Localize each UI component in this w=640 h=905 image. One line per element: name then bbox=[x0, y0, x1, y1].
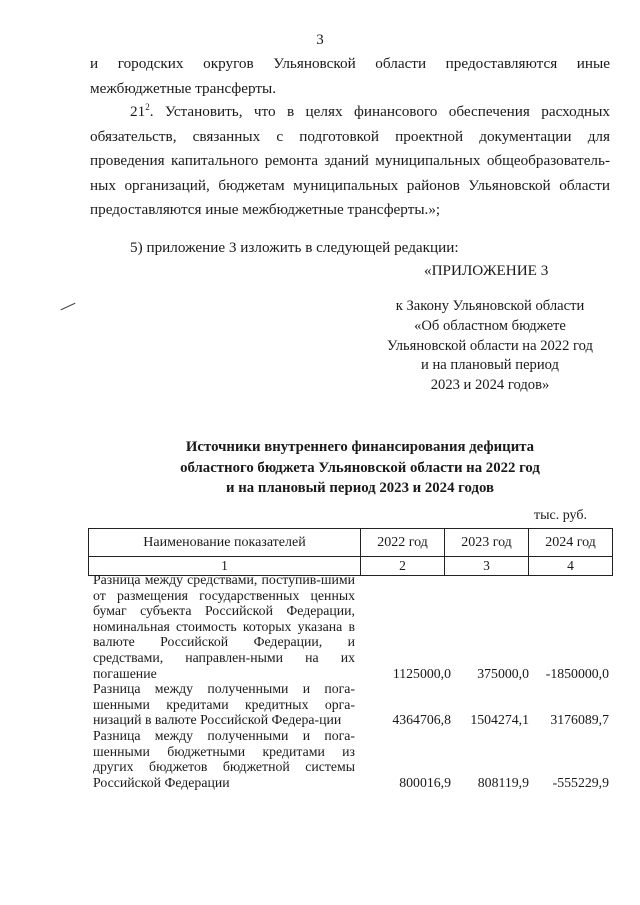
table-title bbox=[80, 437, 640, 499]
value-2023: 375000,0 bbox=[477, 665, 529, 681]
row-name: Разница между полученными и пога-шенными бюджетными кредитами из других бюджетов бюджетной системы Российской Федерации bbox=[93, 727, 355, 790]
header-2023: 2023 год bbox=[445, 529, 529, 557]
article-text: . Установить, что в целях финансового обеспечения расходных обязательств, связанных с подготовкой проектной документации для проведения капитального ремонта зданий муниципальных общеобразователь-ных организаций, бюджетам муниципальных районов Ульяновской области предоставляются иные межбюджетные трансферты.»; bbox=[90, 103, 610, 219]
value-2022: 4364706,8 bbox=[392, 712, 451, 728]
appendix-title: «ПРИЛОЖЕНИЕ 3 bbox=[424, 262, 549, 279]
column-number: 4 bbox=[529, 557, 613, 576]
table-row bbox=[93, 572, 613, 681]
financing-table-body bbox=[93, 572, 613, 790]
header-2022: 2022 год bbox=[361, 529, 445, 557]
paragraph-item-5: 5) приложение 3 изложить в следующей редакции: bbox=[130, 239, 459, 256]
financing-table-header bbox=[88, 528, 613, 576]
appendix-reference bbox=[372, 297, 608, 396]
value-2024: -1850000,0 bbox=[545, 665, 609, 681]
units-label: тыс. руб. bbox=[534, 508, 587, 523]
value-2022: 800016,9 bbox=[399, 774, 451, 790]
article-number: 21 bbox=[130, 103, 146, 120]
column-number: 2 bbox=[361, 557, 445, 576]
page-number: 3 bbox=[316, 32, 324, 48]
row-name: Разница между полученными и пога-шенными кредитами кредитных орга-низаций в валюте Российской Федера-ции bbox=[93, 681, 355, 728]
value-2024: 3176089,7 bbox=[550, 712, 609, 728]
table-header-row bbox=[89, 529, 613, 557]
article-superscript: 2 bbox=[145, 101, 150, 112]
table-title-line: и на плановый период 2023 и 2024 годов bbox=[225, 480, 495, 496]
row-name: Разница между средствами, поступив-шими от размещения государственных ценных бумаг субъекта Российской Федерации, номинальная стоимость которых указана в валюте Российской Федерации, и средствами, направлен-ными на их погашение bbox=[93, 572, 355, 681]
paragraph-continuation bbox=[90, 52, 610, 101]
value-2024: -555229,9 bbox=[552, 774, 609, 790]
appendix-ref-line: Ульяновской области на 2022 год bbox=[387, 337, 593, 354]
value-2022: 1125000,0 bbox=[392, 665, 451, 681]
paragraph-line: межбюджетные трансферты. bbox=[90, 79, 277, 97]
table-title-line: областного бюджета Ульяновской области на 2022 год bbox=[180, 459, 540, 476]
header-name: Наименование показателей bbox=[89, 529, 361, 557]
table-row bbox=[93, 681, 613, 728]
paragraph-line: и городских округов Ульяновской области предоставляются иные bbox=[90, 55, 610, 72]
table-row bbox=[93, 728, 613, 790]
column-number: 3 bbox=[445, 557, 529, 576]
paragraph-article-21-2 bbox=[90, 100, 610, 223]
table-title-line: Источники внутреннего финансирования дефицита bbox=[185, 439, 535, 455]
header-2024: 2024 год bbox=[529, 529, 613, 557]
appendix-ref-line: «Об областном бюджете bbox=[414, 317, 566, 334]
appendix-ref-line: и на плановый период bbox=[421, 357, 559, 374]
appendix-ref-line: 2023 и 2024 годов» bbox=[430, 377, 550, 394]
pen-mark bbox=[61, 303, 76, 311]
value-2023: 808119,9 bbox=[477, 774, 529, 790]
column-number: 1 bbox=[89, 557, 361, 576]
value-2023: 1504274,1 bbox=[470, 712, 529, 728]
appendix-ref-line: к Закону Ульяновской области bbox=[395, 298, 585, 314]
